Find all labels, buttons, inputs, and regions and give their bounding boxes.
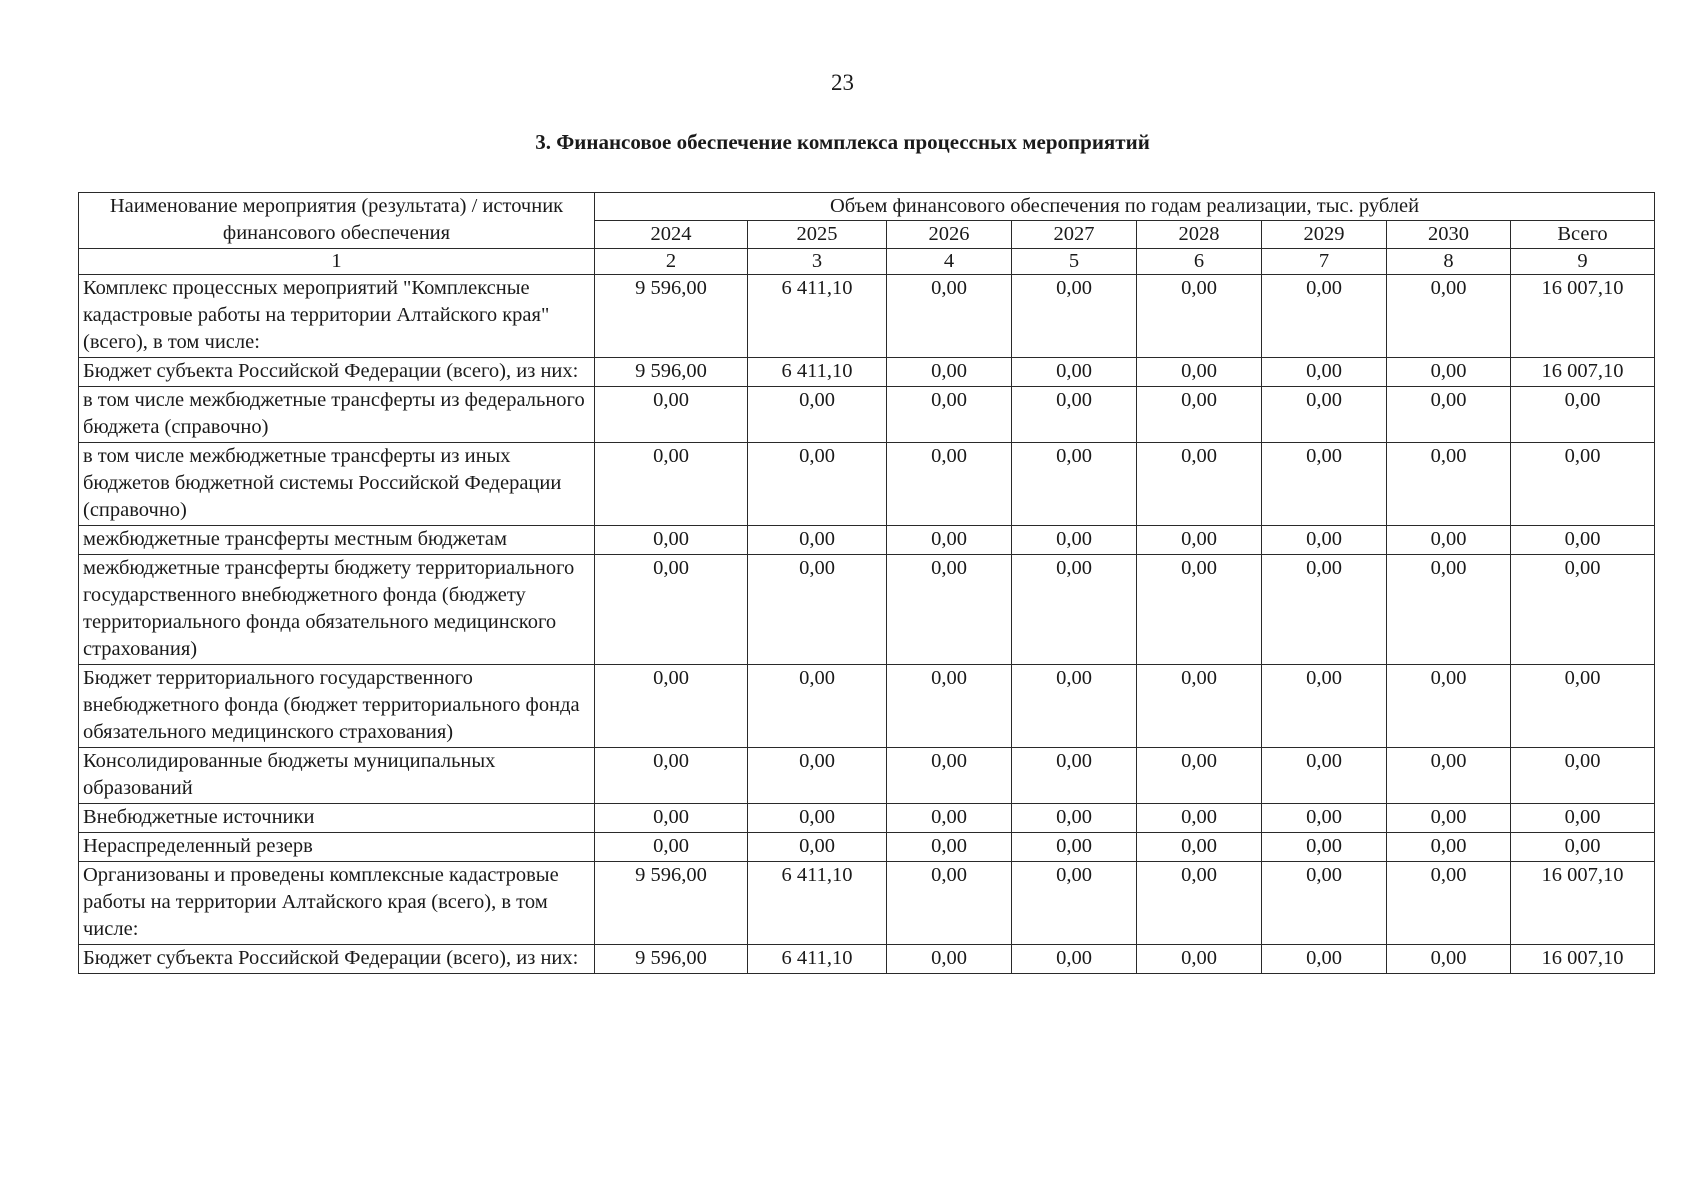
table-row xyxy=(79,945,1655,974)
value-cell: 0,00 xyxy=(887,862,1012,945)
volume-header: Объем финансового обеспечения по годам реализации, тыс. рублей xyxy=(595,193,1655,221)
row-label: межбюджетные трансферты местным бюджетам xyxy=(79,526,595,555)
value-cell: 0,00 xyxy=(1137,945,1262,974)
row-label: в том числе межбюджетные трансферты из федерального бюджета (справочно) xyxy=(79,387,595,443)
row-label: Организованы и проведены комплексные кадастровые работы на территории Алтайского края (всего), в том числе: xyxy=(79,862,595,945)
total-value-cell: 0,00 xyxy=(1511,833,1655,862)
value-cell: 0,00 xyxy=(1012,665,1137,748)
year-header: 2025 xyxy=(748,221,887,249)
value-cell: 0,00 xyxy=(595,387,748,443)
value-cell: 0,00 xyxy=(1012,387,1137,443)
value-cell: 0,00 xyxy=(887,526,1012,555)
row-label: межбюджетные трансферты бюджету территориального государственного внебюджетного фонда (бюджету территориального фонда обязательного медицинского страхования) xyxy=(79,555,595,665)
value-cell: 0,00 xyxy=(887,443,1012,526)
value-cell: 0,00 xyxy=(1137,665,1262,748)
value-cell: 0,00 xyxy=(887,833,1012,862)
table-row xyxy=(79,862,1655,945)
table-row xyxy=(79,443,1655,526)
table-row xyxy=(79,358,1655,387)
table-row xyxy=(79,555,1655,665)
value-cell: 0,00 xyxy=(887,748,1012,804)
year-header: 2028 xyxy=(1137,221,1262,249)
row-label: в том числе межбюджетные трансферты из иных бюджетов бюджетной системы Российской Федерации (справочно) xyxy=(79,443,595,526)
column-number: 4 xyxy=(887,249,1012,275)
column-number-row xyxy=(79,249,1655,275)
row-label: Внебюджетные источники xyxy=(79,804,595,833)
value-cell: 0,00 xyxy=(1012,358,1137,387)
value-cell: 0,00 xyxy=(1137,748,1262,804)
total-value-cell: 0,00 xyxy=(1511,387,1655,443)
value-cell: 0,00 xyxy=(1137,862,1262,945)
total-value-cell: 0,00 xyxy=(1511,665,1655,748)
total-value-cell: 16 007,10 xyxy=(1511,862,1655,945)
value-cell: 0,00 xyxy=(1262,945,1387,974)
value-cell: 0,00 xyxy=(1262,665,1387,748)
total-value-cell: 16 007,10 xyxy=(1511,358,1655,387)
table-row xyxy=(79,804,1655,833)
value-cell: 0,00 xyxy=(1262,443,1387,526)
value-cell: 0,00 xyxy=(1262,387,1387,443)
total-value-cell: 0,00 xyxy=(1511,748,1655,804)
value-cell: 0,00 xyxy=(1012,443,1137,526)
value-cell: 0,00 xyxy=(1387,862,1511,945)
total-value-cell: 0,00 xyxy=(1511,555,1655,665)
value-cell: 9 596,00 xyxy=(595,358,748,387)
value-cell: 0,00 xyxy=(748,443,887,526)
value-cell: 0,00 xyxy=(595,443,748,526)
value-cell: 6 411,10 xyxy=(748,275,887,358)
value-cell: 0,00 xyxy=(1262,526,1387,555)
value-cell: 0,00 xyxy=(1387,275,1511,358)
total-value-cell: 0,00 xyxy=(1511,526,1655,555)
financial-table xyxy=(78,192,1655,974)
column-number: 9 xyxy=(1511,249,1655,275)
name-column-header: Наименование мероприятия (результата) / источник финансового обеспечения xyxy=(79,193,595,249)
year-header: 2024 xyxy=(595,221,748,249)
value-cell: 9 596,00 xyxy=(595,275,748,358)
value-cell: 0,00 xyxy=(1262,748,1387,804)
value-cell: 0,00 xyxy=(748,555,887,665)
value-cell: 0,00 xyxy=(1137,804,1262,833)
value-cell: 0,00 xyxy=(1012,945,1137,974)
value-cell: 0,00 xyxy=(748,748,887,804)
value-cell: 0,00 xyxy=(887,555,1012,665)
section-title: 3. Финансовое обеспечение комплекса процессных мероприятий xyxy=(535,130,1150,154)
header-row-top xyxy=(79,193,1655,221)
total-header: Всего xyxy=(1511,221,1655,249)
value-cell: 0,00 xyxy=(1012,862,1137,945)
value-cell: 0,00 xyxy=(1262,555,1387,665)
table-row xyxy=(79,526,1655,555)
value-cell: 0,00 xyxy=(1262,862,1387,945)
row-label: Бюджет субъекта Российской Федерации (всего), из них: xyxy=(79,358,595,387)
value-cell: 0,00 xyxy=(887,358,1012,387)
value-cell: 0,00 xyxy=(595,555,748,665)
year-header: 2026 xyxy=(887,221,1012,249)
column-number: 7 xyxy=(1262,249,1387,275)
column-number: 3 xyxy=(748,249,887,275)
value-cell: 0,00 xyxy=(1137,275,1262,358)
value-cell: 0,00 xyxy=(1387,804,1511,833)
column-number: 5 xyxy=(1012,249,1137,275)
row-label: Комплекс процессных мероприятий "Комплексные кадастровые работы на территории Алтайского края" (всего), в том числе: xyxy=(79,275,595,358)
value-cell: 0,00 xyxy=(1387,945,1511,974)
value-cell: 0,00 xyxy=(1387,387,1511,443)
total-value-cell: 16 007,10 xyxy=(1511,945,1655,974)
value-cell: 0,00 xyxy=(1262,833,1387,862)
table-row xyxy=(79,748,1655,804)
value-cell: 0,00 xyxy=(1012,833,1137,862)
total-value-cell: 0,00 xyxy=(1511,443,1655,526)
year-header: 2030 xyxy=(1387,221,1511,249)
value-cell: 0,00 xyxy=(1137,555,1262,665)
value-cell: 0,00 xyxy=(1387,555,1511,665)
value-cell: 0,00 xyxy=(748,833,887,862)
value-cell: 0,00 xyxy=(1387,358,1511,387)
table-row xyxy=(79,665,1655,748)
value-cell: 0,00 xyxy=(595,804,748,833)
column-number: 8 xyxy=(1387,249,1511,275)
year-header: 2029 xyxy=(1262,221,1387,249)
value-cell: 6 411,10 xyxy=(748,945,887,974)
table-row xyxy=(79,833,1655,862)
value-cell: 0,00 xyxy=(595,748,748,804)
value-cell: 0,00 xyxy=(1387,526,1511,555)
total-value-cell: 16 007,10 xyxy=(1511,275,1655,358)
row-label: Бюджет территориального государственного внебюджетного фонда (бюджет территориального фонда обязательного медицинского страхования) xyxy=(79,665,595,748)
value-cell: 0,00 xyxy=(1262,804,1387,833)
row-label: Нераспределенный резерв xyxy=(79,833,595,862)
value-cell: 0,00 xyxy=(748,526,887,555)
value-cell: 9 596,00 xyxy=(595,862,748,945)
value-cell: 0,00 xyxy=(1012,748,1137,804)
value-cell: 0,00 xyxy=(595,526,748,555)
value-cell: 0,00 xyxy=(1012,804,1137,833)
value-cell: 0,00 xyxy=(748,387,887,443)
value-cell: 0,00 xyxy=(1137,358,1262,387)
value-cell: 0,00 xyxy=(595,833,748,862)
value-cell: 0,00 xyxy=(595,665,748,748)
table-row xyxy=(79,387,1655,443)
value-cell: 0,00 xyxy=(1387,748,1511,804)
value-cell: 0,00 xyxy=(748,804,887,833)
value-cell: 0,00 xyxy=(748,665,887,748)
value-cell: 0,00 xyxy=(887,945,1012,974)
year-header: 2027 xyxy=(1012,221,1137,249)
value-cell: 0,00 xyxy=(1387,665,1511,748)
total-value-cell: 0,00 xyxy=(1511,804,1655,833)
value-cell: 0,00 xyxy=(1262,275,1387,358)
value-cell: 0,00 xyxy=(1012,275,1137,358)
column-number: 6 xyxy=(1137,249,1262,275)
row-label: Бюджет субъекта Российской Федерации (всего), из них: xyxy=(79,945,595,974)
value-cell: 0,00 xyxy=(887,804,1012,833)
value-cell: 0,00 xyxy=(887,275,1012,358)
table-row xyxy=(79,275,1655,358)
value-cell: 6 411,10 xyxy=(748,862,887,945)
value-cell: 0,00 xyxy=(1137,443,1262,526)
value-cell: 0,00 xyxy=(887,387,1012,443)
value-cell: 0,00 xyxy=(1012,555,1137,665)
page-number: 23 xyxy=(831,70,854,95)
value-cell: 0,00 xyxy=(1387,833,1511,862)
value-cell: 9 596,00 xyxy=(595,945,748,974)
value-cell: 0,00 xyxy=(1387,443,1511,526)
value-cell: 0,00 xyxy=(1262,358,1387,387)
value-cell: 0,00 xyxy=(1137,387,1262,443)
row-label: Консолидированные бюджеты муниципальных образований xyxy=(79,748,595,804)
value-cell: 0,00 xyxy=(1137,833,1262,862)
column-number: 2 xyxy=(595,249,748,275)
column-number: 1 xyxy=(79,249,595,275)
value-cell: 0,00 xyxy=(1137,526,1262,555)
value-cell: 0,00 xyxy=(1012,526,1137,555)
value-cell: 6 411,10 xyxy=(748,358,887,387)
value-cell: 0,00 xyxy=(887,665,1012,748)
